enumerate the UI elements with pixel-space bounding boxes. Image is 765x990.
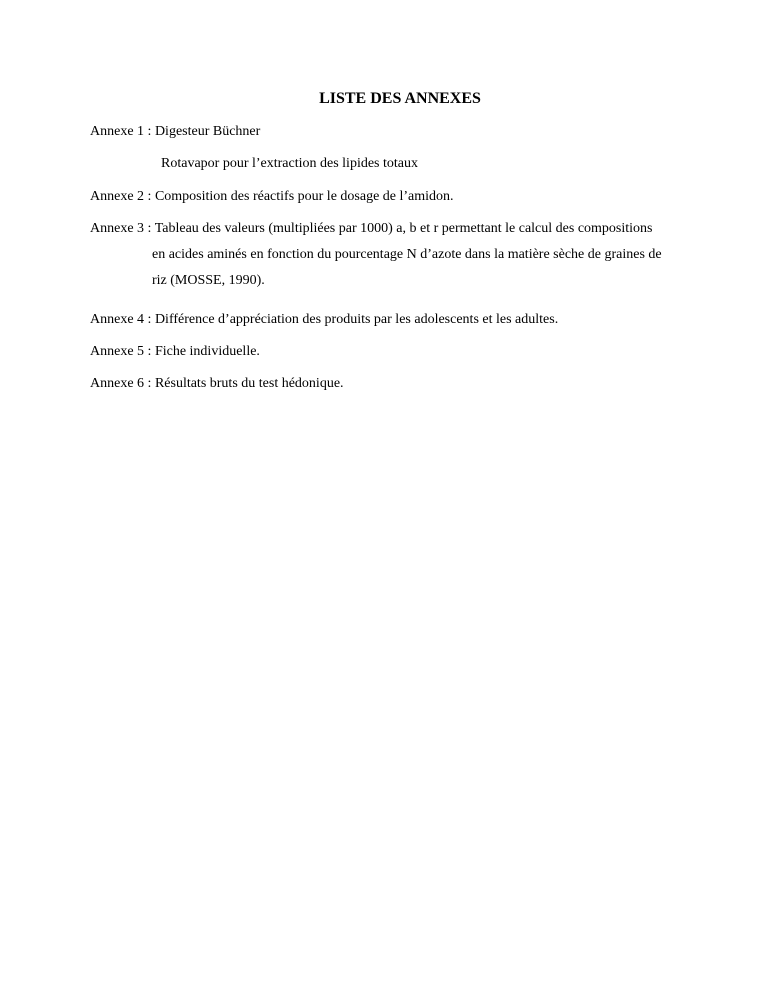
annex-4-entry <box>90 307 558 333</box>
annex-6-entry <box>90 371 344 397</box>
annex-3-line-1 <box>90 216 710 242</box>
annex-5-text: Fiche individuelle. <box>154 344 260 359</box>
annex-2-entry <box>90 184 454 210</box>
annex-3-line-3: riz (MOSSE, 1990). <box>152 273 265 288</box>
annex-3-line-2: en acides aminés en fonction du pourcentage N d’azote dans la matière sèche de graines de <box>152 247 662 262</box>
annex-3-text-1: Tableau des valeurs (multipliées par 1000) a, b et r permettant le calcul des compositions <box>154 221 653 236</box>
annex-6-text: Résultats bruts du test hédonique. <box>154 376 344 391</box>
annex-6-label: Annexe 6 : <box>90 376 155 391</box>
annex-2-text: Composition des réactifs pour le dosage de l’amidon. <box>154 189 454 204</box>
annex-1-entry <box>90 119 260 145</box>
annex-1-text: Digesteur Büchner <box>154 124 261 139</box>
annex-5-label: Annexe 5 : <box>90 344 155 359</box>
page-title: LISTE DES ANNEXES <box>319 90 481 107</box>
annex-4-label: Annexe 4 : <box>90 312 155 327</box>
annex-5-entry <box>90 339 260 365</box>
annex-4-text: Différence d’appréciation des produits par les adolescents et les adultes. <box>154 312 559 327</box>
annex-3-label: Annexe 3 : <box>90 221 155 236</box>
annex-3-entry <box>90 216 710 294</box>
annex-1-label: Annexe 1 : <box>90 124 155 139</box>
annex-1-subitem: Rotavapor pour l’extraction des lipides totaux <box>161 156 418 171</box>
annex-2-label: Annexe 2 : <box>90 189 155 204</box>
